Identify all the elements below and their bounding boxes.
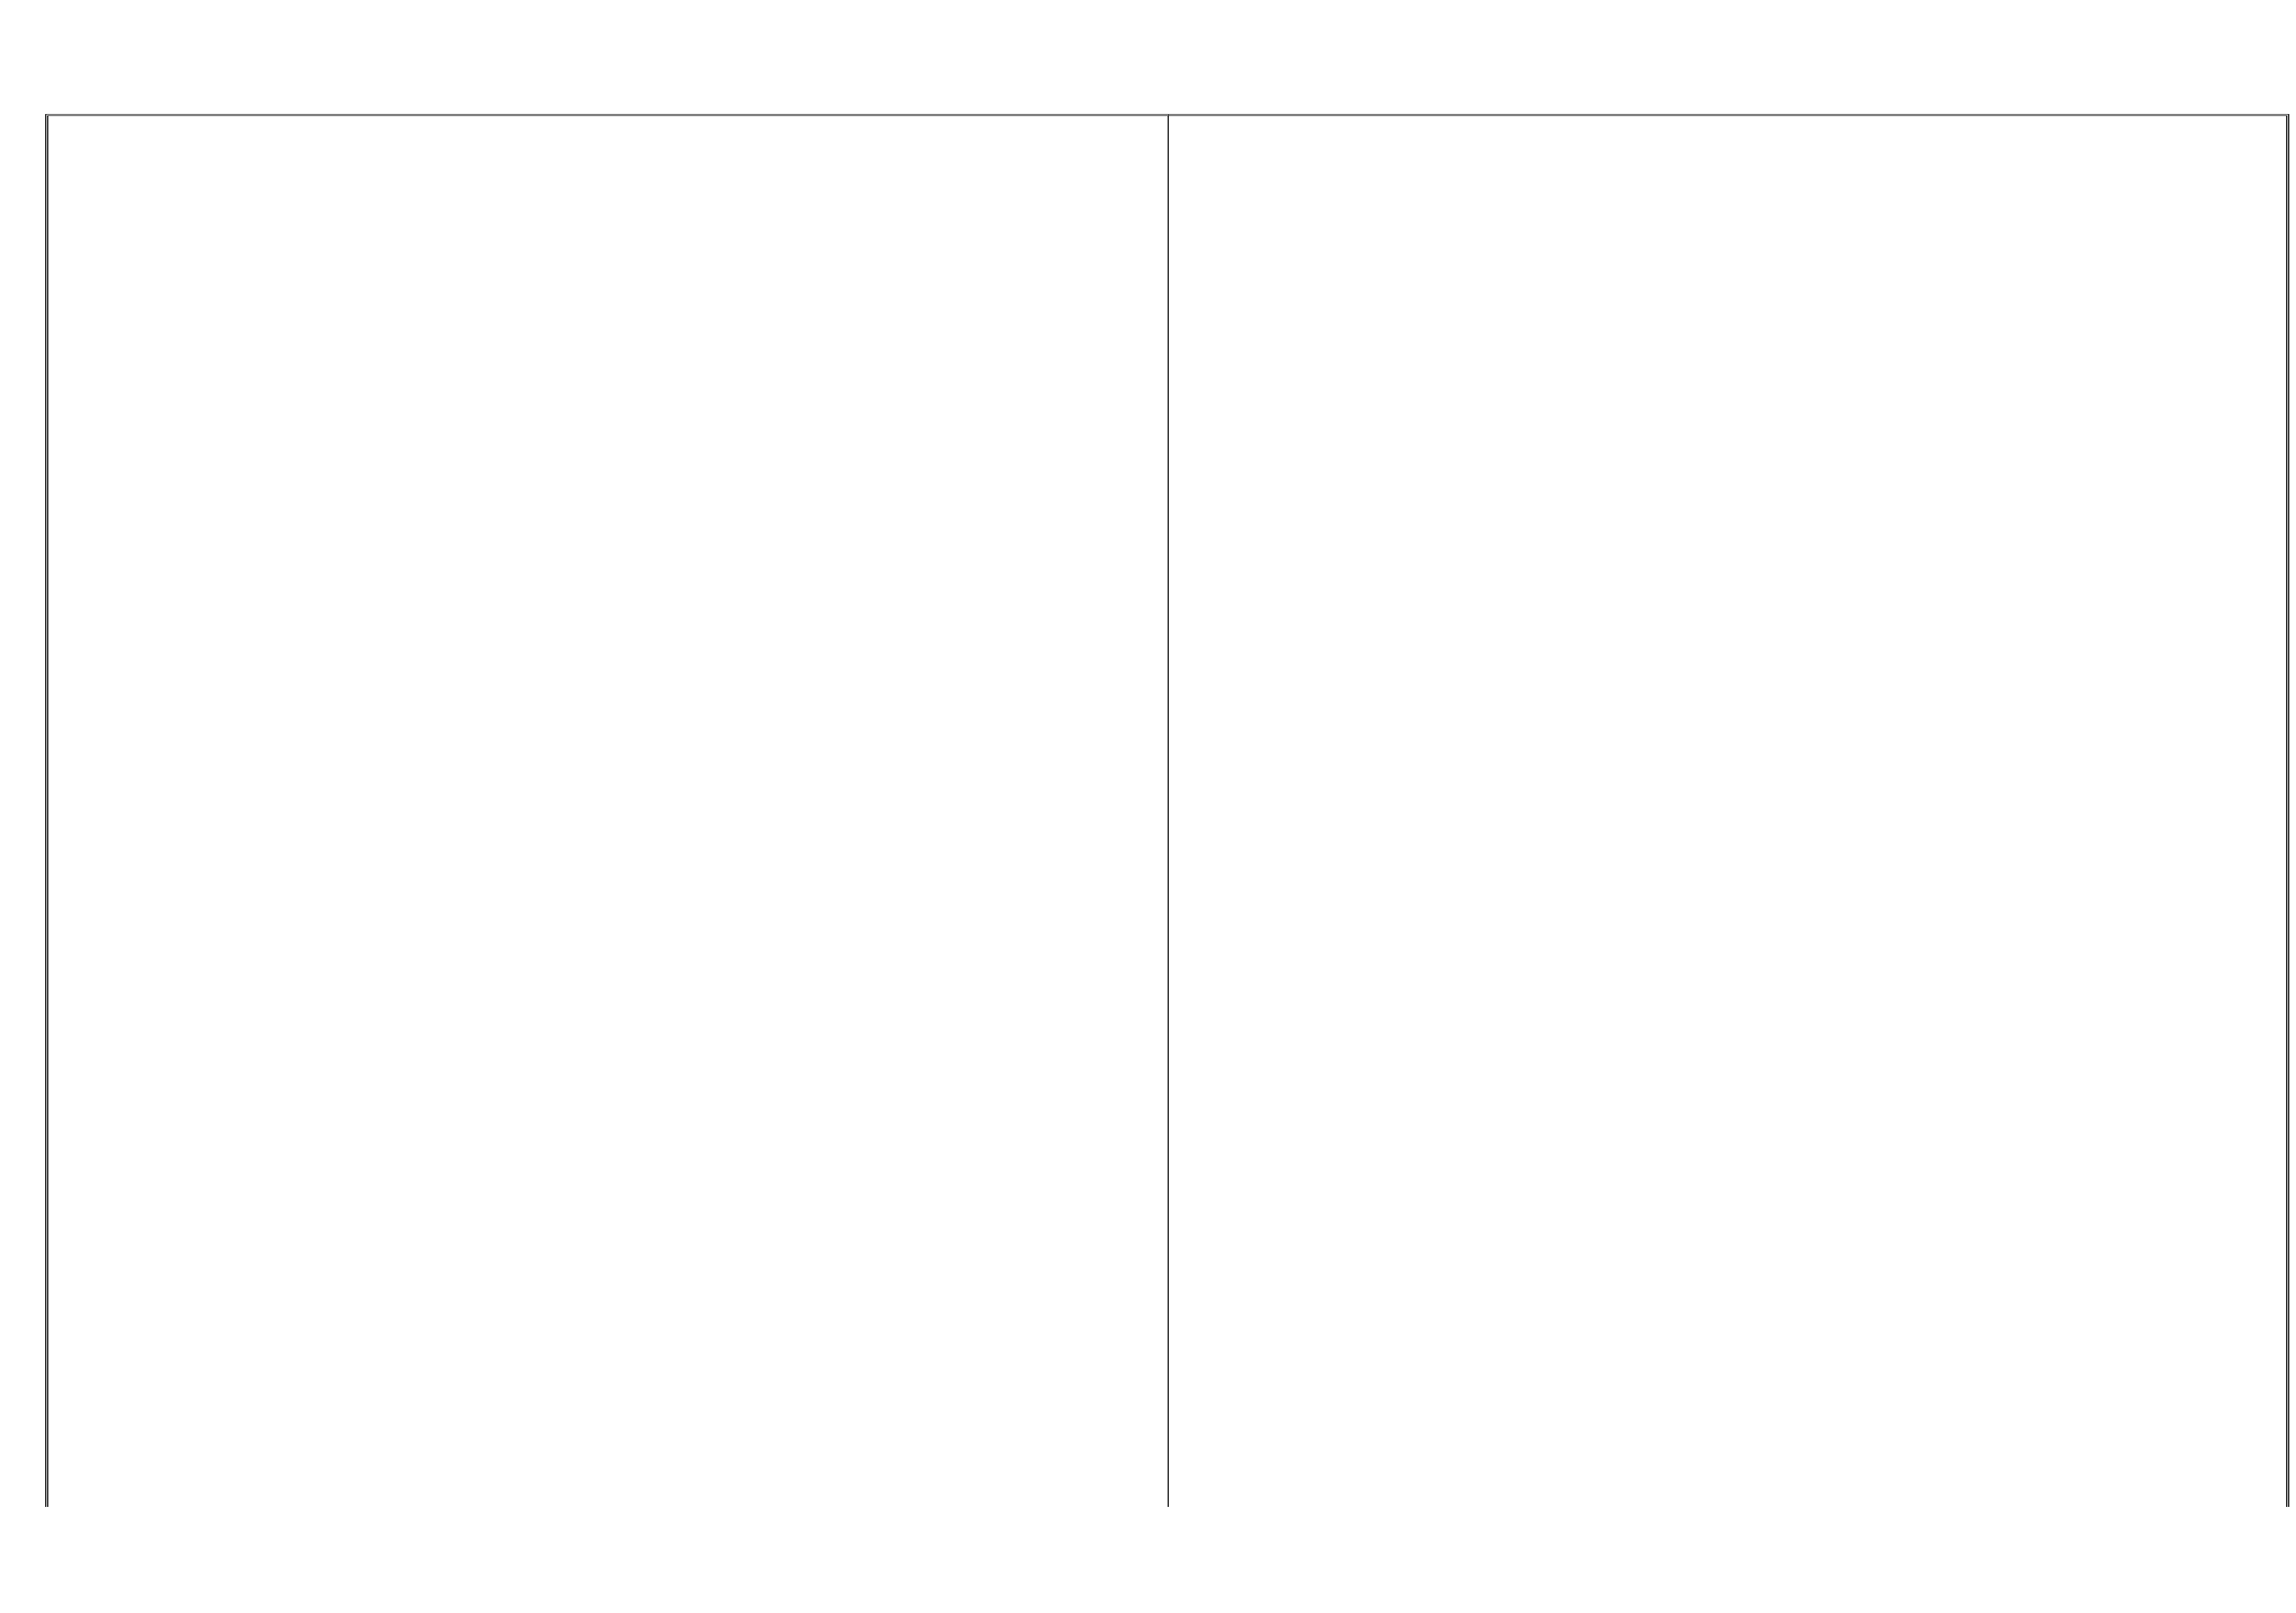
left-table	[45, 114, 1169, 1507]
right-table	[1164, 114, 2289, 1507]
